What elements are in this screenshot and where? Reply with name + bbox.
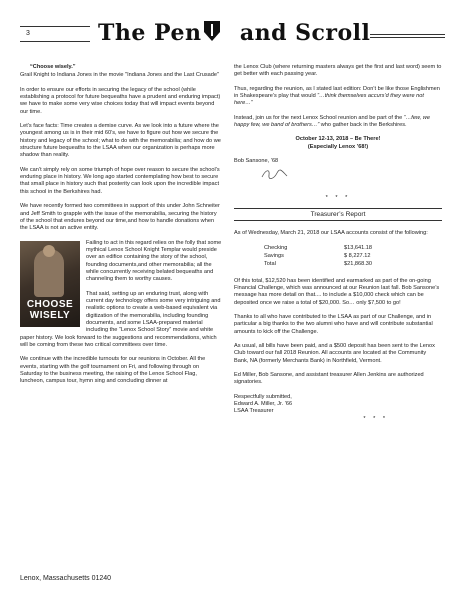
paragraph: We continue with the incredible turnouts for our reunions in October. All the events, starting with the golf tournament on Fri, and following through on Saturday to the business meeting, the raising of the Lenox School Flag, luncheon, campus tour, hymn sing and concluding dinner at (20, 356, 206, 385)
paragraph-text: Failing to act in this regard relies on the folly that some mythical Lenox School Knight Templar would preside over an edifice containing the story of the school, founding documents,and other memorabilia; all the while concurrently receiving belated bequeaths and channeling them to worthy causes. (86, 239, 222, 283)
paragraph: Instead, join us for the next Lenox School reunion and be part of the “…few, we happy few, we band of brothers…” who gather back in the Berkshires. (234, 114, 430, 129)
accounts-table (264, 245, 372, 269)
image-caption: CHOOSE WISELY (26, 298, 74, 321)
right-column (234, 64, 442, 423)
closing: Respectfully submitted, (234, 393, 292, 400)
section-divider: * * * (325, 194, 351, 201)
table-row: Savings $ 8,227.12 (264, 252, 371, 259)
paragraph: the Lenox Club (where returning masters always get the first and last word) seem to get better with each passing year. (234, 64, 442, 78)
quote-heading: “Choose wisely.” (30, 64, 76, 70)
end-divider: * * * (363, 415, 388, 422)
page-number: 3 (20, 26, 90, 42)
paragraph: Thanks to all who have contributed to the LSAA as part of our Challenge, and in particular a big thanks to the two alumni who have and will contribute substantial amounts to kick off the Challenge. (234, 314, 433, 335)
paragraph: Let’s face facts: Time creates a demise curve. As we look into a future where the youngest among us is in their mid 60’s, we have to figure out how we secure the history and legacy of the school; what to do with the memorabilia; and how do we structure future bequeaths to the LSAA when our organization is perhaps more shadow than reality. (20, 123, 221, 159)
brothers-quote: “…few, we happy few, we band of brothers…” (234, 114, 430, 129)
closing-name: Edward A. Miller, Jr. ’66 (234, 401, 293, 408)
paragraph: As of Wednesday, March 21, 2018 our LSAA accounts consist of the following: (234, 230, 428, 237)
masthead-title-left: The Pen (98, 20, 202, 46)
table-row: Total $21,868.30 (264, 260, 372, 267)
paragraph: As usual, all bills have been paid, and a $500 deposit has been sent to the Lenox Club toward our fall 2018 Reunion. All accounts are located at the Community Bank, NA (formerly Merchants Bank) in Northfield, Vermont. (234, 343, 435, 364)
left-column (20, 64, 222, 393)
reunion-dates-sub: (Especially Lenox ’68!) (307, 143, 369, 150)
shakespeare-quote: “…think themselves accurs’d they were not here…” (234, 93, 424, 107)
reunion-dates: October 12-13, 2018 – Be There! (295, 136, 381, 143)
signature-mark (260, 167, 290, 181)
closing-title: LSAA Treasurer (234, 408, 274, 415)
paragraph: Ed Miller, Bob Sansone, and assistant treasurer Allen Jenkins are authorized signatories. (234, 372, 424, 386)
paragraph: We can’t simply rely on some triumph of hope over reason to secure the school’s enduring place in history. We long ago started contemplating how best to secure that small place in history such that posterity can look upon the incredible impact this school in the Berkshires had. (20, 166, 220, 195)
table-row: Checking $13,641.18 (264, 244, 372, 251)
paragraph: Thus, regarding the reunion, as I stated last edition: Don’t be like those Englishmen in Shakespeare’s play that would “…think themselves accurs’d they were not here…” (234, 85, 440, 107)
treasurer-report-heading: Treasurer’s Report (234, 208, 442, 221)
masthead-title (98, 20, 370, 46)
footer-address: Lenox, Massachusetts 01240 (20, 575, 112, 582)
paragraph: In order to ensure our efforts in securing the legacy of the school (while establishing a protocol for future bequeaths have a prudent and enduring impact) we have to make some very wise choices today that will impact events beyond our time. (20, 86, 221, 115)
paragraph: That said, setting up an enduring trust, along with current day technology offers some very intriguing and realistic options to create a web-based equivalent via digitization of the memorabilia, including founding documents, and some LSAA-prepared material including the “Lenox School Story” movie and white paper history. We look forward to the suggestions and recommendations, which will be coming from these two critical committees over time. (20, 290, 221, 348)
masthead-title-right: and Scroll (239, 20, 371, 46)
masthead (20, 18, 445, 58)
paragraph: We have recently formed two committees in support of this under John Schneiter and Jeff Smith to grapple with the issue of the memorabilia, securing the history of the school that endures beyond our time,and how to handle donations when the LSAA is not an active entity. (20, 203, 220, 232)
paragraph: Of this total, $12,520 has been identified and earmarked as part of the on-going Financial Challenge, which was announced at our Reunion last fall. Bob Sansone’s message has more detail on that.... to include a $10,000 check which can be deposited once we raise a total of $20,000. So… only $7,500 to go! (234, 277, 440, 306)
knight-figure (34, 249, 64, 297)
signoff: Bob Sansone, ’68 (234, 158, 279, 165)
quote-attribution: Grail Knight to Indiana Jones in the movie "Indiana Jones and the Last Crusade" (20, 72, 219, 79)
masthead-rule (370, 34, 445, 38)
choose-wisely-image (20, 241, 80, 327)
